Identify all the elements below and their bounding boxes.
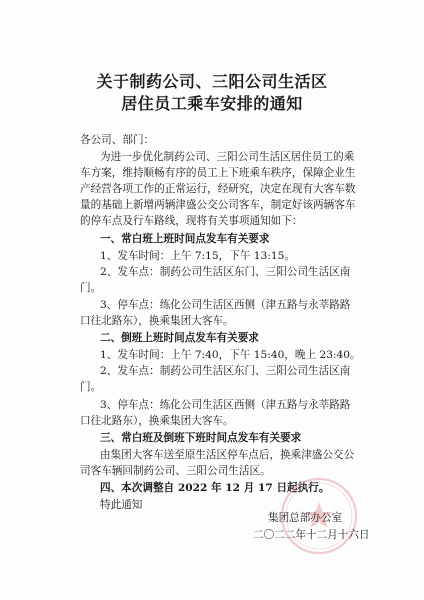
- section-item-continuation: 口往北路东），换乘集团大客车。: [80, 315, 234, 327]
- section-item: 2、发车点：制药公司生活区东门、三阳公司生活区南: [100, 266, 351, 278]
- signature-org: 集团总部办公室: [268, 512, 343, 524]
- section-heading: 二、倒班上班时间点发车有关要求: [100, 332, 259, 344]
- section-heading: 四、本次调整自 2022 年 12 月 17 日起执行。: [100, 482, 330, 494]
- section-heading: 一、常白班上班时间点发车有关要求: [100, 233, 270, 245]
- section-item: 1、发车时间：上午 7:40，下午 15:40，晚上 23:40。: [100, 349, 361, 361]
- section-item: 3、停车点：练化公司生活区西侧（津五路与永莘路路: [100, 399, 351, 411]
- intro-line: 为进一步优化制药公司、三阳公司生活区居住员工的乘: [100, 151, 355, 163]
- section-item-continuation: 司客车辆回制药公司、三阳公司生活区。: [80, 465, 271, 477]
- intro-line: 的停车点及行车路线，现将有关事项通知如下：: [80, 215, 303, 227]
- intro-line: 产经营各项工作的正常运行，经研究，决定在现有大客车数: [80, 183, 356, 195]
- section-item-continuation: 口往北路东），换乘集团大客车。: [80, 415, 234, 427]
- section-item: 由集团大客车送至原生活区停车点后，换乘津盛公交公: [100, 449, 355, 461]
- signature-date: 二〇二二年十二月十六日: [253, 529, 370, 541]
- section-item: 1、发车时间：上午 7:15，下午 13:15。: [100, 250, 295, 262]
- section-heading: 三、常白班及倒班下班时间点发车有关要求: [100, 432, 302, 444]
- closing-text: 特此通知: [100, 499, 143, 511]
- salutation: 各公司、部门：: [80, 134, 155, 146]
- document-title-line-2: 居住员工乘车安排的通知: [121, 94, 303, 113]
- section-item-continuation: 门。: [80, 381, 102, 393]
- section-item: 3、停车点：练化公司生活区西侧（津五路与永莘路路: [100, 299, 351, 311]
- intro-line: 车方案，维持顺畅有序的员工上下班乘车秩序，保障企业生: [80, 167, 356, 179]
- section-item: 2、发车点：制药公司生活区东门、三阳公司生活区南: [100, 365, 351, 377]
- intro-line: 量的基础上新增两辆津盛公交公司客车，制定好该两辆客车: [80, 199, 356, 211]
- section-item-continuation: 门。: [80, 282, 102, 294]
- document-title-line-1: 关于制药公司、三阳公司生活区: [96, 72, 328, 91]
